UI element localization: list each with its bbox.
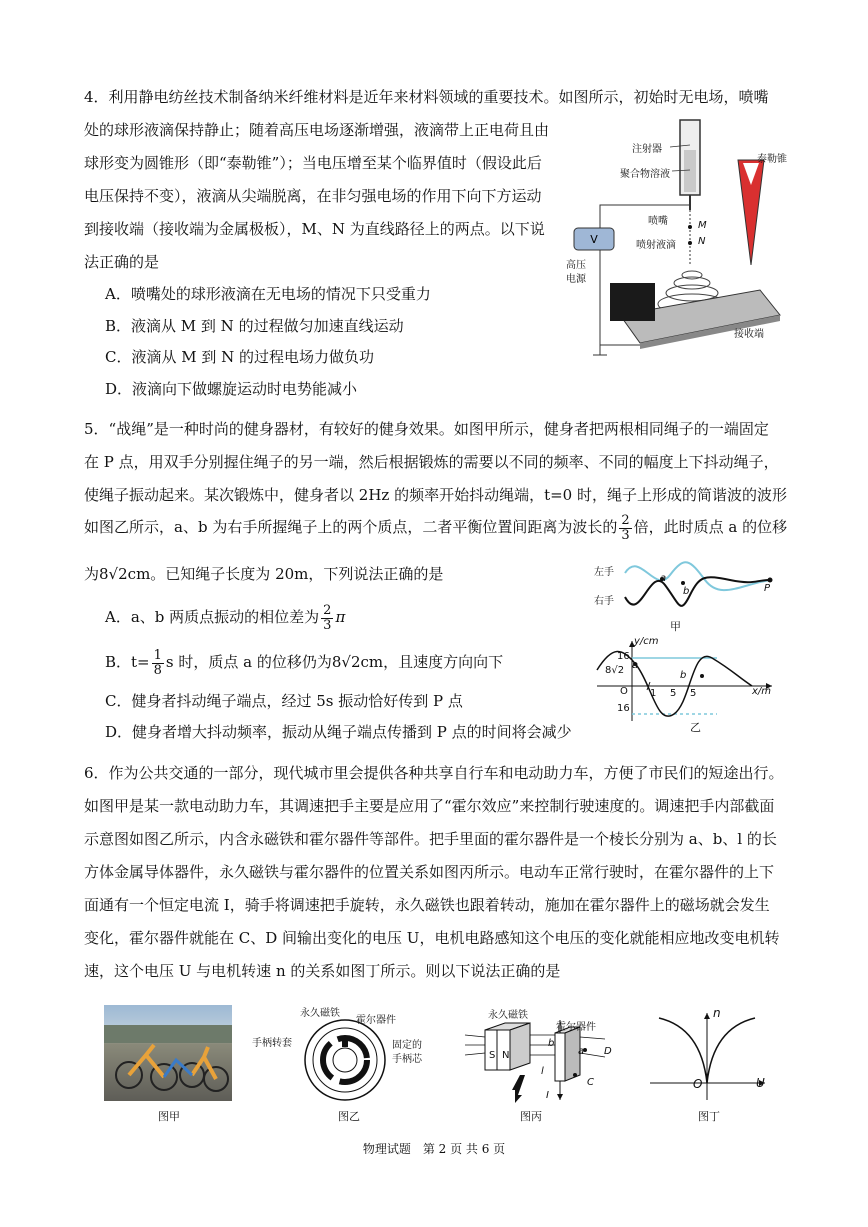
label-nozzle: 喷嘴 <box>648 216 668 227</box>
rotation-arrow <box>512 1075 525 1103</box>
q5-line-5-b: cm。已知绳子长度为 20m，下列说法正确的是 <box>127 565 444 583</box>
q5-option-b <box>105 645 503 679</box>
bike-photo <box>104 1005 232 1101</box>
point-n <box>688 241 692 245</box>
label-y-neg16: 16 <box>617 703 630 714</box>
q4-line-5: 到接收端（接收端为金属极板），M、N 为直线路径上的两点。以下说 <box>84 220 545 238</box>
label-yi-sleeve: 手柄转套 <box>252 1038 292 1049</box>
label-tick-5b: 5 <box>690 688 697 699</box>
q5-line-3: 使绳子振动起来。某次锻炼中，健身者以 2Hz 的频率开始抖动绳端，t=0 时，绳子上形成的简谐波的波形 <box>84 486 787 504</box>
caption-fig-bing: 图丙 <box>520 1110 542 1123</box>
n-u-graph <box>645 1008 770 1103</box>
handle-core <box>333 1048 357 1072</box>
q5-option-d: D．健身者增大抖动频率，振动从绳子端点传播到 P 点的时间将会减少 <box>105 723 572 741</box>
curve-left <box>659 1018 707 1083</box>
frac-den-b: 8 <box>153 662 162 678</box>
frac-den-a: 3 <box>323 617 332 633</box>
page-footer: 物理试题 第 2 页 共 6 页 <box>362 1142 506 1156</box>
label-ding-n: n <box>713 1006 721 1020</box>
label-tick-5a: 5 <box>670 688 677 699</box>
caption-fig-ding: 图丁 <box>698 1110 720 1123</box>
label-polymer: 聚合物溶液 <box>620 169 670 180</box>
label-bing-hall: 霍尔器件 <box>556 1022 596 1033</box>
label-m: M <box>698 220 707 231</box>
label-yi-hall: 霍尔器件 <box>356 1015 396 1026</box>
label-bing-b: b <box>548 1038 555 1049</box>
label-power-1: 高压 <box>566 260 586 271</box>
q5-opt-b-text-2: s 时，质点 a 的位移仍为 <box>165 653 332 671</box>
q5-line-4-text-b: 倍，此时质点 a 的位移 <box>633 518 788 536</box>
q4-line-4: 电压保持不变），液滴从尖端脱离，在非匀强电场的作用下向下方运动 <box>84 187 542 205</box>
label-bing-n: N <box>502 1050 510 1061</box>
label-right-hand: 右手 <box>594 596 614 607</box>
q5-line-5-val: 8√2 <box>99 565 128 583</box>
label-y-axis: y/cm <box>634 636 659 647</box>
hall-element <box>342 1038 348 1047</box>
terminal-c <box>573 1073 577 1077</box>
label-y-16: 16 <box>617 651 630 662</box>
q6-line-6: 变化，霍尔器件就能在 C、D 间输出变化的电压 U，电机电路感知这个电压的变化就能相应地改变电机转 <box>84 929 780 947</box>
label-collector: 接收端 <box>734 329 764 340</box>
handle-cross-section <box>300 1015 390 1105</box>
caption-yi: 乙 <box>690 721 701 734</box>
label-y-8root2: 8√2 <box>605 665 625 676</box>
label-jia-p: P <box>764 583 771 594</box>
q5-opt-a-text: A．a、b 两质点振动的相位差为 <box>105 608 320 626</box>
label-origin: O <box>620 686 628 697</box>
caption-jia: 甲 <box>670 620 681 633</box>
frac-num-a: 2 <box>323 602 332 618</box>
rope-left <box>625 562 770 590</box>
label-bing-magnet: 永久磁铁 <box>488 1010 528 1021</box>
label-jia-a: a <box>660 573 667 584</box>
battle-rope-figure <box>590 555 790 630</box>
label-ding-o: O <box>693 1077 703 1091</box>
q5-opt-b-val: 8√2 <box>331 653 361 671</box>
black-block <box>610 283 655 321</box>
bike-frame-3 <box>164 1060 192 1077</box>
label-tick-1: 1 <box>650 688 657 699</box>
fraction-opt-b <box>152 649 164 678</box>
q5-line-5 <box>84 563 443 584</box>
q6-line-1: 6．作为公共交通的一部分，现代城市里会提供各种共享自行车和电动助力车，方便了市民们的短途出行。 <box>84 764 784 782</box>
q5-opt-a-pi: π <box>335 608 346 626</box>
q6-line-3: 示意图如图乙所示，内含永磁铁和霍尔器件等部件。把手里面的霍尔器件是一个棱长分别为 a、b、l 的长 <box>84 830 777 848</box>
caption-fig-yi: 图乙 <box>338 1110 360 1123</box>
q5-line-5-a: 为 <box>84 565 100 583</box>
q6-line-7: 速，这个电压 U 与电机转速 n 的关系如图丁所示。则以下说法正确的是 <box>84 962 561 980</box>
q5-line-4-text-a: 如图乙所示，a、b 为右手所握绳子上的两个质点，二者平衡位置间距离为波长的 <box>84 518 618 536</box>
bike-frame-1 <box>129 1045 164 1077</box>
label-syringe: 注射器 <box>632 144 662 155</box>
q5-opt-b-text: B．t= <box>105 653 150 671</box>
point-m <box>688 225 692 229</box>
polymer-solution <box>684 150 696 192</box>
hall-element-block <box>555 1033 565 1081</box>
q4-line-2: 处的球形液滴保持静止；随着高压电场逐渐增强，液滴带上正电荷且由 <box>84 121 550 139</box>
frac-num: 2 <box>621 512 630 528</box>
label-left-hand: 左手 <box>594 567 614 578</box>
label-yi-core-1: 固定的 <box>392 1040 422 1051</box>
label-jia-b: b <box>683 586 690 597</box>
q4-line-1: 4．利用静电纺丝技术制备纳米纤维材料是近年来材料领域的重要技术。如图所示，初始时无电场，喷嘴 <box>84 88 769 106</box>
label-yi-core-2: 手柄芯 <box>392 1054 422 1065</box>
label-bing-d: D <box>604 1046 612 1057</box>
q5-line-2: 在 P 点，用双手分别握住绳子的另一端，然后根据锻炼的需要以不同的频率、不同的幅度上下抖动绳子， <box>84 453 779 471</box>
label-bing-i: I <box>546 1090 549 1101</box>
label-ding-u: U <box>756 1076 765 1090</box>
q5-option-a <box>105 600 345 634</box>
label-bing-s: S <box>489 1050 496 1061</box>
point-b <box>681 581 685 585</box>
q5-opt-b-text-3: cm，且速度方向向下 <box>360 653 504 671</box>
q5-option-c: C．健身者抖动绳子端点，经过 5s 振动恰好传到 P 点 <box>105 692 463 710</box>
fraction-two-thirds <box>619 514 631 543</box>
q6-line-4: 方体金属导体器件，永久磁铁与霍尔器件的位置关系如图丙所示。电动车正常行驶时，在霍尔器件的上下 <box>84 863 775 881</box>
q4-option-c: C．液滴从 M 到 N 的过程电场力做负功 <box>105 348 375 366</box>
label-jet: 喷射液滴 <box>636 240 676 251</box>
label-bing-a: a <box>578 1046 585 1057</box>
voltmeter-label: V <box>590 233 598 246</box>
current-arrow <box>557 1094 563 1100</box>
label-yi-a: a <box>632 660 639 671</box>
label-bing-c: C <box>587 1077 594 1088</box>
point-p <box>768 578 773 583</box>
frac-den: 3 <box>621 527 630 543</box>
bike-illustration <box>104 1005 232 1101</box>
q5-line-4 <box>84 510 787 544</box>
background-trees <box>104 1025 232 1043</box>
caption-fig-jia: 图甲 <box>158 1110 180 1123</box>
label-power-2: 电源 <box>566 274 586 285</box>
q4-option-b: B．液滴从 M 到 N 的过程做匀加速直线运动 <box>105 317 404 335</box>
q4-line-3: 球形变为圆锥形（即“泰勒锥”）；当电压增至某个临界值时（假设此后 <box>84 154 542 172</box>
wave-point-b <box>700 674 704 678</box>
label-yi-magnet: 永久磁铁 <box>300 1008 340 1019</box>
q4-option-d: D．液滴向下做螺旋运动时电势能减小 <box>105 380 358 398</box>
label-taylor: 泰勒锥 <box>757 154 787 165</box>
fraction-opt-a <box>321 604 333 633</box>
magnet-side <box>510 1023 530 1070</box>
label-x-axis: x/m <box>752 686 772 697</box>
rope-right <box>625 577 770 606</box>
q4-option-a: A．喷嘴处的球形液滴在无电场的情况下只受重力 <box>105 285 431 303</box>
n-arrow <box>704 1013 710 1019</box>
q6-line-5: 面通有一个恒定电流 I，骑手将调速把手旋转，永久磁铁也跟着转动，施加在霍尔器件上的磁场就会发生 <box>84 896 770 914</box>
q5-line-1: 5．“战绳”是一种时尚的健身器材，有较好的健身效果。如图甲所示，健身者把两根相同绳子的一端固定 <box>84 420 769 438</box>
frac-num-b: 1 <box>153 647 162 663</box>
label-yi-b: b <box>680 670 687 681</box>
q4-line-6: 法正确的是 <box>84 253 160 271</box>
label-bing-l: l <box>541 1066 544 1077</box>
label-n: N <box>698 236 706 247</box>
q6-line-2: 如图甲是某一款电动助力车，其调速把手主要是应用了“霍尔效应”来控制行驶速度的。调速把手内部截面 <box>84 797 775 815</box>
curve-right <box>707 1018 755 1083</box>
